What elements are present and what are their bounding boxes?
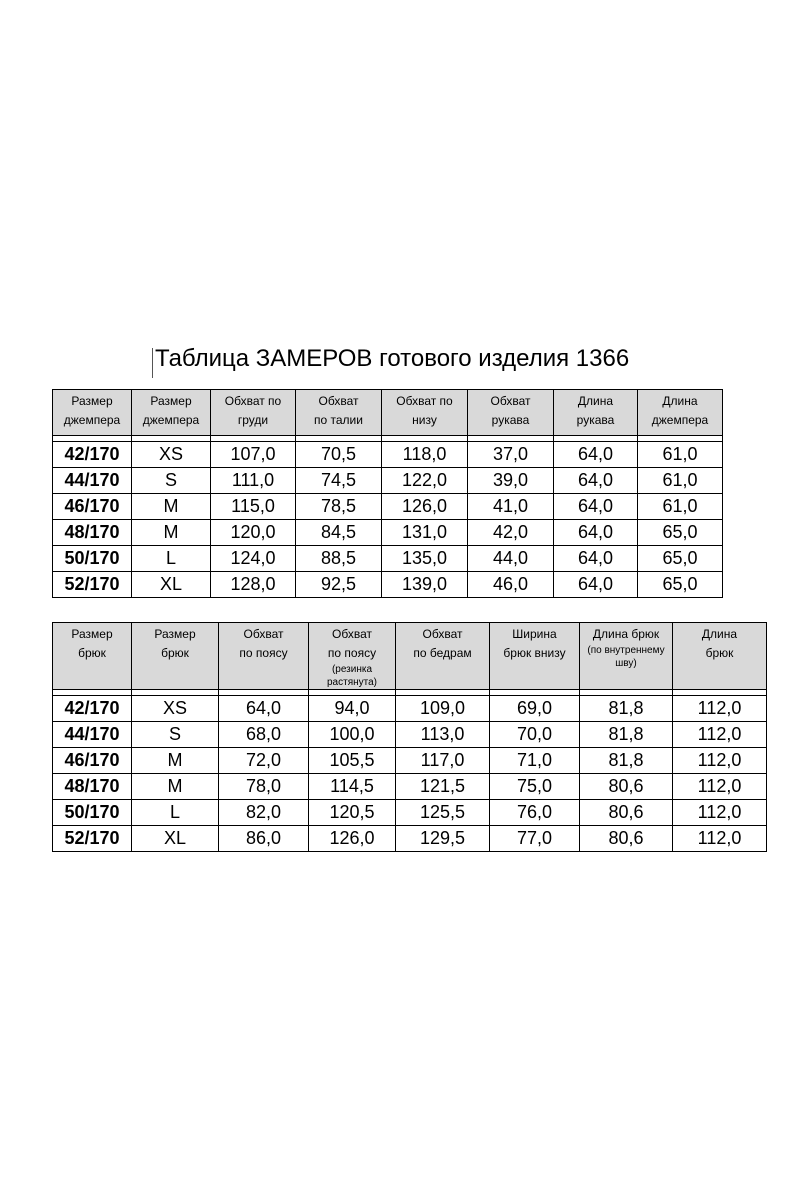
trousers-measurements-table xyxy=(52,622,767,852)
header-cell: Обхват по талии xyxy=(296,390,382,436)
measurement-cell: 107,0 xyxy=(211,442,296,468)
table-row xyxy=(53,774,767,800)
table-header-row xyxy=(53,623,767,690)
text-cursor xyxy=(152,348,153,378)
measurement-cell: 111,0 xyxy=(211,468,296,494)
measurement-cell: 113,0 xyxy=(396,722,490,748)
measurement-cell: 64,0 xyxy=(219,696,309,722)
size-cell: 52/170 xyxy=(53,826,132,852)
measurement-cell: 100,0 xyxy=(309,722,396,748)
size-cell: 46/170 xyxy=(53,748,132,774)
size-cell: 52/170 xyxy=(53,572,132,598)
measurement-cell: 46,0 xyxy=(468,572,554,598)
size-cell: 42/170 xyxy=(53,696,132,722)
measurement-cell: 71,0 xyxy=(490,748,580,774)
size-cell: 48/170 xyxy=(53,520,132,546)
measurement-cell: 125,5 xyxy=(396,800,490,826)
measurement-cell: 65,0 xyxy=(638,572,723,598)
header-cell: Обхват по низу xyxy=(382,390,468,436)
measurement-cell: 75,0 xyxy=(490,774,580,800)
letter-size-cell: M xyxy=(132,774,219,800)
letter-size-cell: S xyxy=(132,722,219,748)
table-row xyxy=(53,468,723,494)
letter-size-cell: XS xyxy=(132,696,219,722)
measurement-cell: 42,0 xyxy=(468,520,554,546)
jumper-measurements-table xyxy=(52,389,723,598)
header-cell: Длина рукава xyxy=(554,390,638,436)
table-header-row xyxy=(53,390,723,436)
measurement-cell: 118,0 xyxy=(382,442,468,468)
measurement-cell: 69,0 xyxy=(490,696,580,722)
measurement-cell: 112,0 xyxy=(673,696,767,722)
measurement-cell: 78,0 xyxy=(219,774,309,800)
measurement-cell: 122,0 xyxy=(382,468,468,494)
header-cell: Ширина брюк внизу xyxy=(490,623,580,690)
measurement-cell: 70,5 xyxy=(296,442,382,468)
letter-size-cell: XS xyxy=(132,442,211,468)
measurement-cell: 64,0 xyxy=(554,442,638,468)
measurement-cell: 139,0 xyxy=(382,572,468,598)
header-cell: Обхват рукава xyxy=(468,390,554,436)
measurement-cell: 70,0 xyxy=(490,722,580,748)
measurement-cell: 82,0 xyxy=(219,800,309,826)
measurement-cell: 80,6 xyxy=(580,800,673,826)
measurement-cell: 72,0 xyxy=(219,748,309,774)
measurement-cell: 135,0 xyxy=(382,546,468,572)
header-cell: Обхват по поясу (резинка растянута) xyxy=(309,623,396,690)
letter-size-cell: S xyxy=(132,468,211,494)
measurement-cell: 109,0 xyxy=(396,696,490,722)
measurement-cell: 112,0 xyxy=(673,722,767,748)
letter-size-cell: M xyxy=(132,494,211,520)
measurement-cell: 84,5 xyxy=(296,520,382,546)
header-cell: Размер брюк xyxy=(53,623,132,690)
measurement-cell: 80,6 xyxy=(580,826,673,852)
measurement-cell: 64,0 xyxy=(554,468,638,494)
measurement-cell: 81,8 xyxy=(580,748,673,774)
measurement-cell: 112,0 xyxy=(673,774,767,800)
measurement-cell: 117,0 xyxy=(396,748,490,774)
measurement-cell: 120,0 xyxy=(211,520,296,546)
measurement-cell: 61,0 xyxy=(638,442,723,468)
size-cell: 48/170 xyxy=(53,774,132,800)
measurement-cell: 112,0 xyxy=(673,748,767,774)
measurement-cell: 81,8 xyxy=(580,722,673,748)
measurement-cell: 39,0 xyxy=(468,468,554,494)
page-title: Таблица ЗАМЕРОВ готового изделия 1366 xyxy=(155,345,630,372)
measurement-cell: 112,0 xyxy=(673,800,767,826)
measurement-cell: 41,0 xyxy=(468,494,554,520)
measurement-cell: 121,5 xyxy=(396,774,490,800)
letter-size-cell: M xyxy=(132,748,219,774)
measurement-cell: 86,0 xyxy=(219,826,309,852)
size-cell: 44/170 xyxy=(53,468,132,494)
letter-size-cell: L xyxy=(132,546,211,572)
letter-size-cell: L xyxy=(132,800,219,826)
measurement-cell: 65,0 xyxy=(638,546,723,572)
table-row xyxy=(53,696,767,722)
measurement-cell: 78,5 xyxy=(296,494,382,520)
header-cell: Обхват по груди xyxy=(211,390,296,436)
measurement-cell: 115,0 xyxy=(211,494,296,520)
measurement-cell: 77,0 xyxy=(490,826,580,852)
measurement-cell: 64,0 xyxy=(554,520,638,546)
measurement-cell: 61,0 xyxy=(638,494,723,520)
measurement-cell: 128,0 xyxy=(211,572,296,598)
measurement-cell: 64,0 xyxy=(554,494,638,520)
measurement-cell: 131,0 xyxy=(382,520,468,546)
size-cell: 50/170 xyxy=(53,546,132,572)
measurement-cell: 68,0 xyxy=(219,722,309,748)
header-cell: Размер джемпера xyxy=(132,390,211,436)
measurement-cell: 126,0 xyxy=(309,826,396,852)
letter-size-cell: XL xyxy=(132,826,219,852)
size-cell: 50/170 xyxy=(53,800,132,826)
measurement-cell: 124,0 xyxy=(211,546,296,572)
measurement-cell: 92,5 xyxy=(296,572,382,598)
table-row xyxy=(53,546,723,572)
measurement-cell: 129,5 xyxy=(396,826,490,852)
size-cell: 44/170 xyxy=(53,722,132,748)
table-row xyxy=(53,442,723,468)
measurement-cell: 105,5 xyxy=(309,748,396,774)
measurement-cell: 64,0 xyxy=(554,546,638,572)
header-cell: Длина джемпера xyxy=(638,390,723,436)
table-row xyxy=(53,722,767,748)
measurement-cell: 114,5 xyxy=(309,774,396,800)
measurement-cell: 61,0 xyxy=(638,468,723,494)
header-cell: Размер джемпера xyxy=(53,390,132,436)
measurement-cell: 120,5 xyxy=(309,800,396,826)
header-cell: Длина брюк xyxy=(673,623,767,690)
measurement-cell: 74,5 xyxy=(296,468,382,494)
measurement-cell: 44,0 xyxy=(468,546,554,572)
header-cell: Размер брюк xyxy=(132,623,219,690)
measurement-cell: 65,0 xyxy=(638,520,723,546)
table-row xyxy=(53,826,767,852)
measurement-cell: 112,0 xyxy=(673,826,767,852)
measurement-cell: 76,0 xyxy=(490,800,580,826)
measurement-cell: 88,5 xyxy=(296,546,382,572)
letter-size-cell: M xyxy=(132,520,211,546)
size-cell: 46/170 xyxy=(53,494,132,520)
measurement-cell: 126,0 xyxy=(382,494,468,520)
table-row xyxy=(53,800,767,826)
size-cell: 42/170 xyxy=(53,442,132,468)
table-row xyxy=(53,520,723,546)
measurement-cell: 94,0 xyxy=(309,696,396,722)
measurement-cell: 64,0 xyxy=(554,572,638,598)
header-cell: Обхват по поясу xyxy=(219,623,309,690)
letter-size-cell: XL xyxy=(132,572,211,598)
header-cell: Обхват по бедрам xyxy=(396,623,490,690)
measurement-cell: 80,6 xyxy=(580,774,673,800)
table-row xyxy=(53,494,723,520)
table-row xyxy=(53,748,767,774)
table-row xyxy=(53,572,723,598)
measurement-cell: 37,0 xyxy=(468,442,554,468)
measurement-cell: 81,8 xyxy=(580,696,673,722)
header-cell: Длина брюк (по внутреннему шву) xyxy=(580,623,673,690)
